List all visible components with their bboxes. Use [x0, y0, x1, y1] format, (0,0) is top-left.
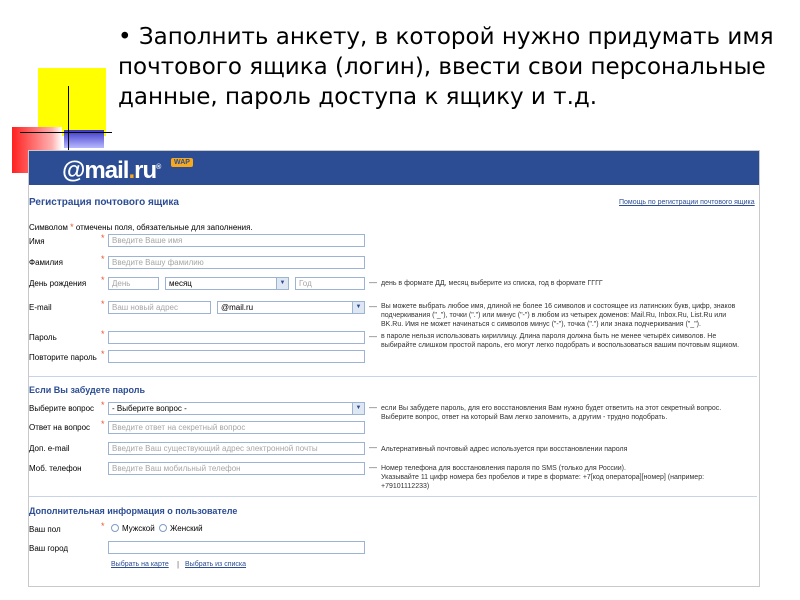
logo-ru: ru	[134, 157, 157, 184]
question-value: - Выберите вопрос -	[112, 404, 187, 413]
birthday-hint: день в формате ДД, месяц выберите из списка, год в формате ГГГГ	[381, 280, 603, 287]
horizontal-line-decoration	[20, 132, 112, 133]
phone-hint-line-1: Номер телефона для восстановления пароля по SMS (только для России).	[381, 465, 626, 472]
bullet-mark: •	[118, 24, 132, 50]
email-hint-line-2: подчеркивания ("_"), точки (".") или минус ("-") в любом из четырех доменов: Mail.Ru, Inbox.Ru, List.Ru или	[381, 312, 727, 319]
links-divider: |	[177, 560, 180, 569]
phone-hint	[381, 464, 757, 491]
required-note	[29, 222, 253, 232]
password-hint	[381, 332, 757, 350]
email-domain-select[interactable]	[217, 301, 365, 314]
phone-hint-line-2: Указывайте 11 цифр номера без пробелов и тире в формате: +7[код оператора][номер] (например:	[381, 474, 705, 481]
required-star: *	[70, 222, 74, 232]
phone-hint-line-3: +79101112233)	[381, 483, 430, 490]
birthday-label: День рождения	[29, 279, 87, 288]
birthday-month-value: месяц	[169, 279, 192, 288]
gender-male-label[interactable]: Мужской	[122, 524, 155, 533]
logo-at: @	[62, 157, 85, 184]
email-input[interactable]: Ваш новый адрес	[108, 301, 211, 314]
gender-male-radio[interactable]	[111, 524, 119, 532]
bullet-text: Заполнить анкету, в которой нужно придумать имя почтового ящика (логин), ввести свои персональные данные, пароль доступа к ящику и т.д.	[118, 24, 774, 110]
answer-required: *	[101, 419, 105, 429]
answer-label: Ответ на вопрос	[29, 423, 91, 432]
birthday-year-input[interactable]: Год	[295, 277, 365, 290]
password-repeat-input[interactable]	[108, 350, 365, 363]
email-hint-line-1: Вы можете выбрать любое имя, длиной не более 16 символов и состоящее из латинских букв, цифр, знаков	[381, 303, 736, 310]
city-input[interactable]	[108, 541, 365, 554]
alt-email-hint: Альтернативный почтовый адрес используется при восстановлении пароля	[381, 446, 628, 453]
yellow-square-decoration	[38, 68, 106, 136]
logo-dot: .	[128, 157, 135, 184]
logo-mail: mail	[84, 157, 129, 184]
phone-input[interactable]: Введите Ваш мобильный телефон	[108, 462, 365, 475]
first-name-input[interactable]: Введите Ваше имя	[108, 234, 365, 247]
email-dash: —	[369, 302, 377, 311]
question-dash: —	[369, 403, 377, 412]
gender-female-radio[interactable]	[159, 524, 167, 532]
phone-dash: —	[369, 463, 377, 472]
email-required: *	[101, 299, 105, 309]
last-name-label: Фамилия	[29, 258, 63, 267]
birthday-day-input[interactable]: День	[108, 277, 159, 290]
last-name-input[interactable]: Введите Вашу фамилию	[108, 256, 365, 269]
gender-required: *	[101, 521, 105, 531]
password-required: *	[101, 329, 105, 339]
question-hint-line-2: Выберите вопрос, ответ на который Вам легко запомнить, а другим - трудно подобрать.	[381, 414, 668, 421]
password-input[interactable]	[108, 331, 365, 344]
password-repeat-label: Повторите пароль	[29, 353, 97, 362]
recovery-section-title: Если Вы забудете пароль	[29, 385, 146, 395]
wap-badge[interactable]: WAP	[171, 158, 193, 167]
alt-email-label: Доп. e-mail	[29, 444, 70, 453]
chevron-down-icon[interactable]: ▼	[352, 302, 364, 313]
logo-reg: ®	[156, 164, 161, 171]
page-title: Регистрация почтового ящика	[29, 197, 179, 208]
chevron-down-icon[interactable]: ▼	[352, 403, 364, 414]
city-label: Ваш город	[29, 544, 69, 553]
question-label: Выберите вопрос	[29, 404, 95, 413]
password-hint-line-1: в пароле нельзя использовать кириллицу. Длина пароля должна быть не менее четырёх символов. Не	[381, 333, 717, 340]
choose-from-list-link[interactable]: Выбрать из списка	[185, 561, 247, 568]
question-select[interactable]	[108, 402, 365, 415]
first-name-required: *	[101, 233, 105, 243]
gender-label: Ваш пол	[29, 525, 61, 534]
email-domain-value: @mail.ru	[221, 303, 254, 312]
required-note-b: отмечены поля, обязательные для заполнения.	[75, 223, 253, 232]
email-hint-line-3: BK.Ru. Имя не может начинаться с символов минус ("-"), точка (".") или знака подчеркивания ("_").	[381, 321, 701, 328]
question-required: *	[101, 400, 105, 410]
alt-email-dash: —	[369, 443, 377, 452]
choose-on-map-link[interactable]: Выбрать на карте	[111, 561, 169, 568]
help-link[interactable]: Помощь по регистрации почтового ящика	[619, 199, 755, 206]
password-dash: —	[369, 332, 377, 341]
question-hint-line-1: если Вы забудете пароль, для его восстановления Вам нужно будет ответить на этот секретный вопрос.	[381, 405, 722, 412]
password-repeat-required: *	[101, 349, 105, 359]
required-note-a: Символом	[29, 223, 68, 232]
birthday-required: *	[101, 275, 105, 285]
chevron-down-icon[interactable]: ▼	[276, 278, 288, 289]
slide-bullet-text	[118, 22, 788, 112]
section-divider	[29, 496, 757, 497]
question-hint	[381, 404, 757, 422]
birthday-month-select[interactable]	[165, 277, 289, 290]
header-banner	[29, 151, 759, 185]
answer-input[interactable]: Введите ответ на секретный вопрос	[108, 421, 365, 434]
gender-female-label[interactable]: Женский	[170, 524, 203, 533]
email-label: E-mail	[29, 303, 52, 312]
registration-screenshot	[28, 150, 760, 587]
password-label: Пароль	[29, 333, 57, 342]
password-hint-line-2: выбирайте слишком простой пароль, его могут легко подобрать и воспользоваться вашим почтовым ящиком.	[381, 342, 740, 349]
alt-email-input[interactable]: Введите Ваш существующий адрес электронной почты	[108, 442, 365, 455]
email-hint	[381, 302, 757, 329]
birthday-dash: —	[369, 278, 377, 287]
section-divider	[29, 376, 757, 377]
first-name-label: Имя	[29, 237, 45, 246]
mailru-logo[interactable]	[62, 156, 160, 183]
phone-label: Моб. телефон	[29, 464, 82, 473]
last-name-required: *	[101, 254, 105, 264]
extra-section-title: Дополнительная информация о пользователе	[29, 506, 238, 516]
